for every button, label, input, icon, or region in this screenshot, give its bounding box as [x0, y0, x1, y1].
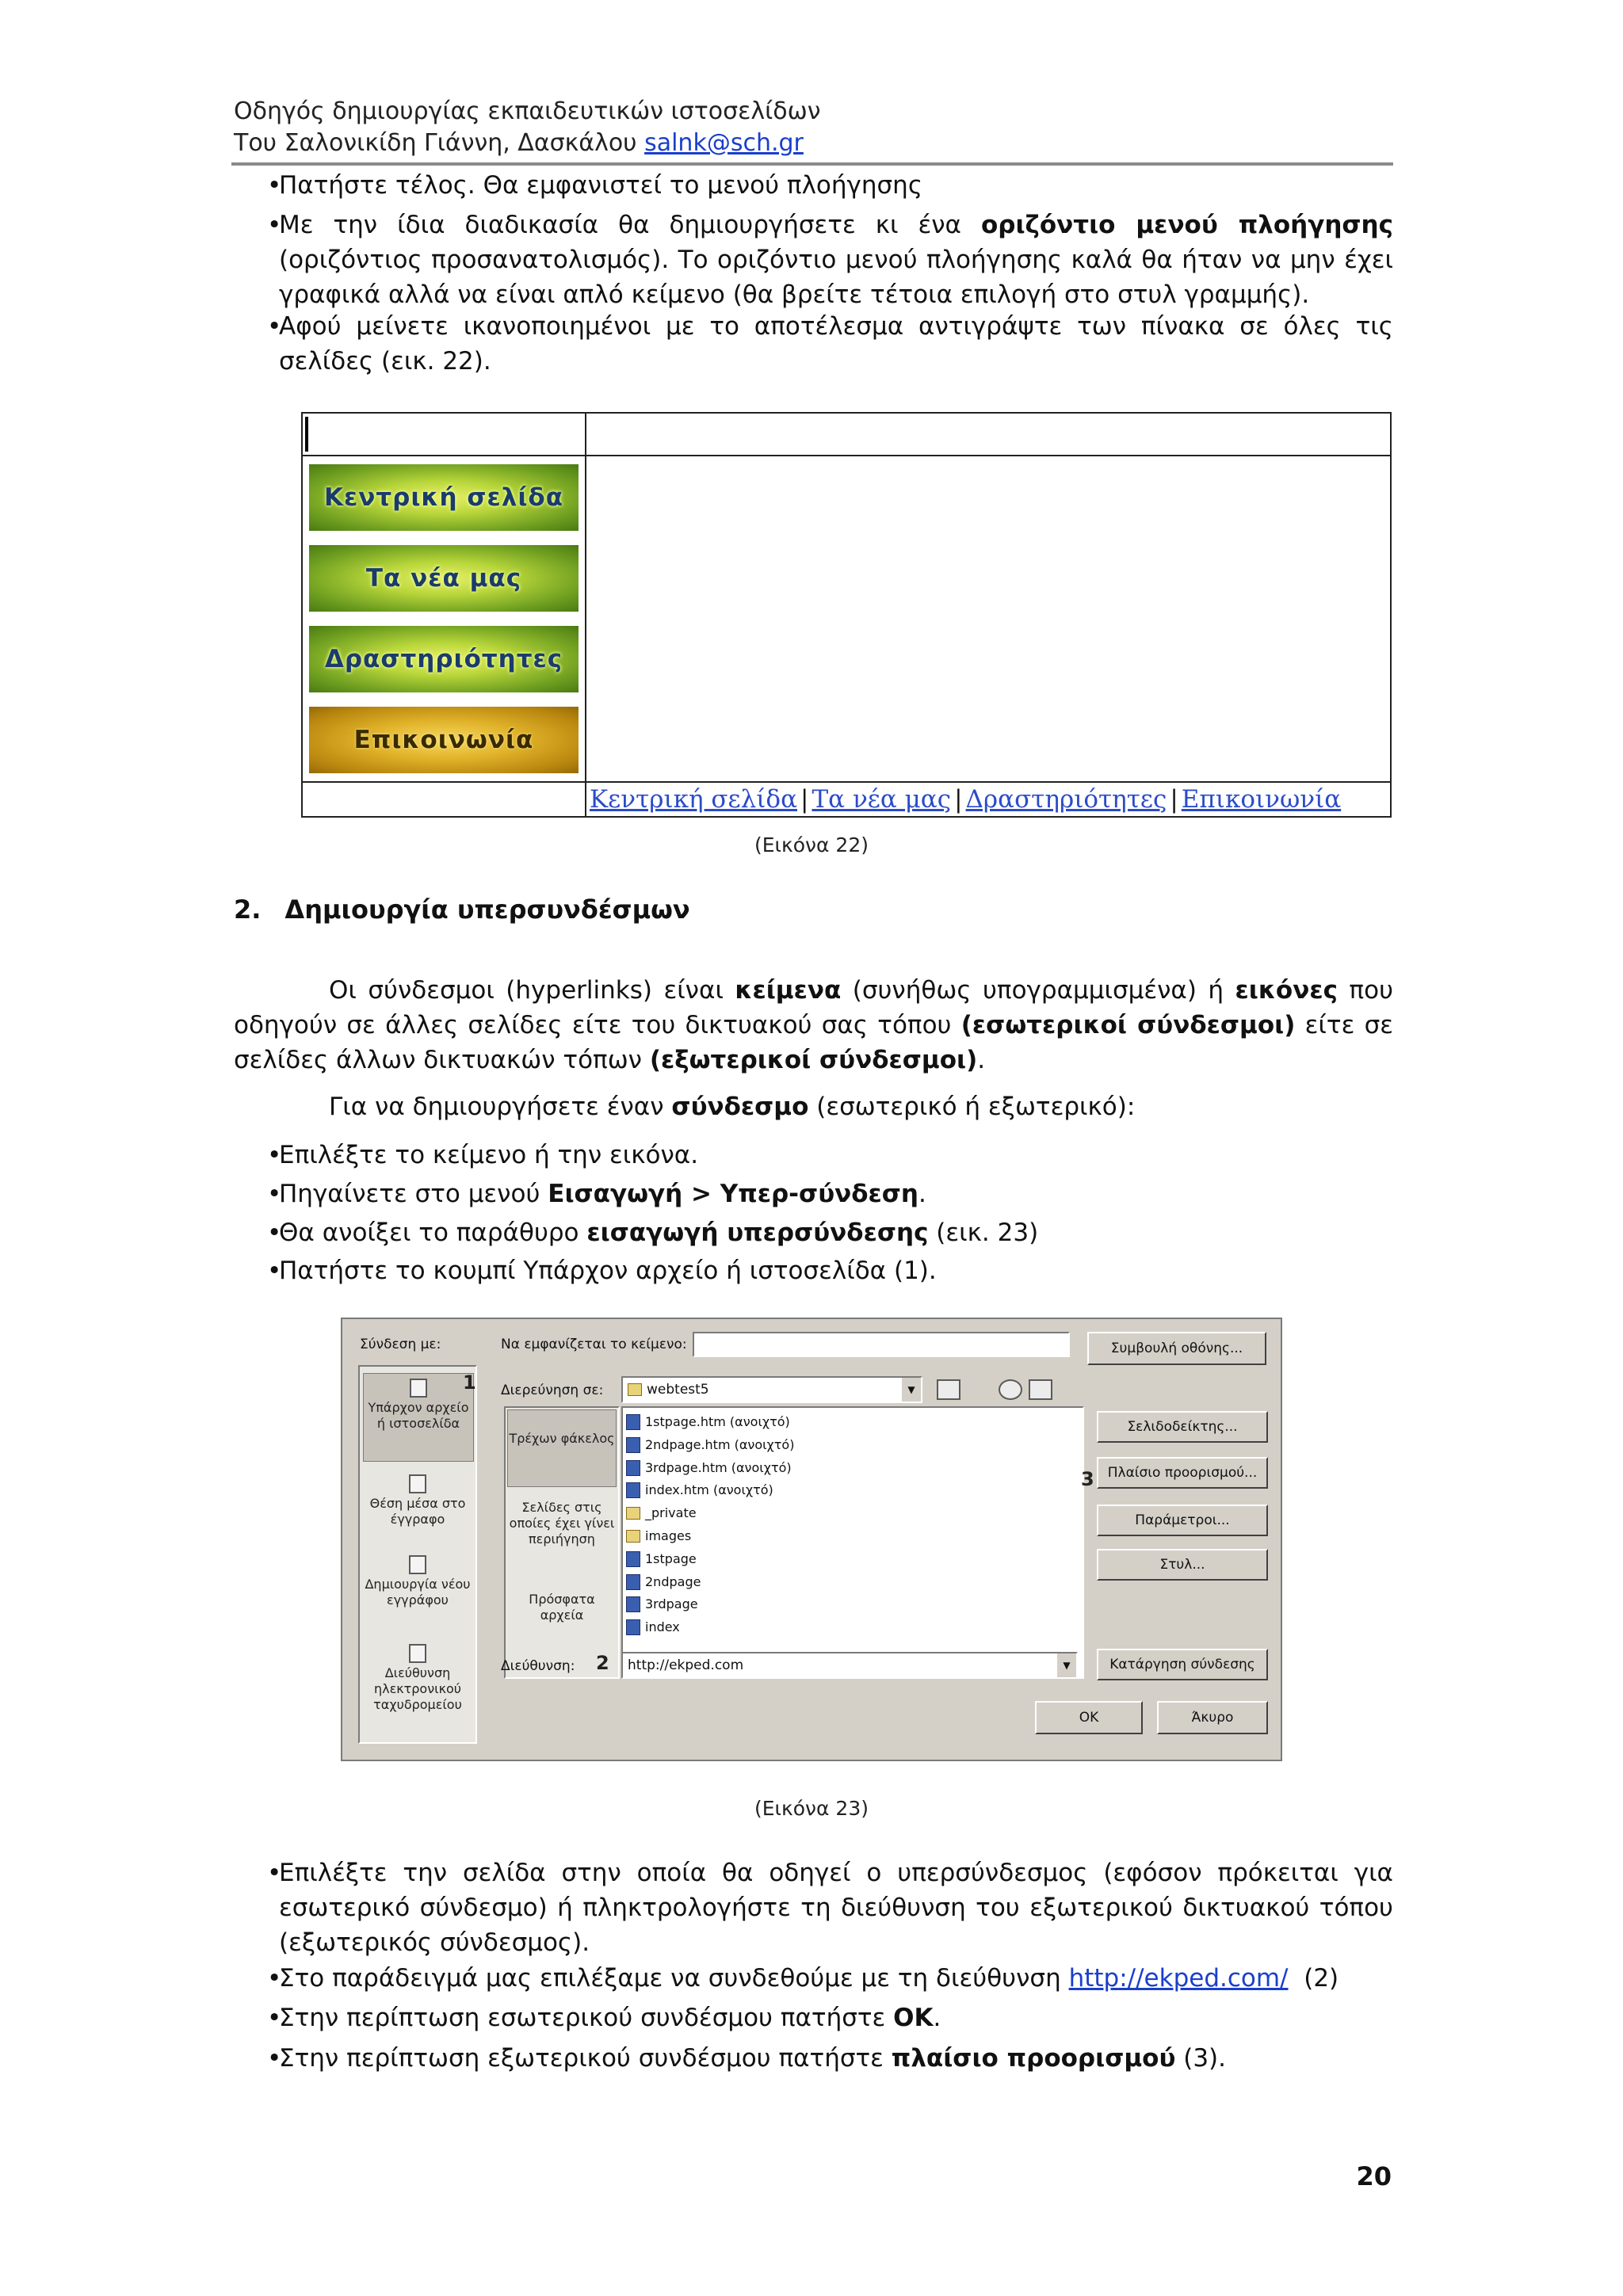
file-name: 2ndpage.htm (ανοιχτό) — [645, 1436, 795, 1452]
file-name: 2ndpage — [645, 1573, 701, 1589]
marker-2: 2 — [596, 1652, 609, 1674]
file-list-item[interactable] — [626, 1593, 698, 1615]
nav-link-home[interactable]: Κεντρική σελίδα — [590, 785, 798, 814]
header-email-link[interactable]: salnk@sch.gr — [644, 129, 804, 157]
list-item-text-a: Με την ίδια διαδικασία θα δημιουργήσετε κι ένα — [279, 211, 981, 239]
page-number: 20 — [1356, 2161, 1392, 2191]
list-item-bold: OK — [893, 2004, 934, 2032]
list-item-text: Θα ανοίξει το παράθυρο — [279, 1219, 587, 1247]
paragraph-bold: (εσωτερικοί σύνδεσμοι) — [960, 1011, 1296, 1039]
browsed-pages-option[interactable]: Σελίδες στις οποίες έχει γίνει περιήγηση — [509, 1500, 615, 1547]
web-page-icon — [626, 1482, 640, 1498]
table-divider — [585, 414, 586, 816]
insert-hyperlink-dialog — [341, 1318, 1282, 1761]
marker-3: 3 — [1081, 1468, 1094, 1490]
file-list-item[interactable] — [626, 1479, 773, 1501]
paragraph-bold: εικόνες — [1235, 976, 1338, 1005]
navigation-table-figure — [301, 412, 1392, 818]
list-item-text: Στην περίπτωση εσωτερικού συνδέσμου πατήστε — [279, 2004, 894, 2032]
web-page-icon — [626, 1551, 640, 1567]
nav-link-activities[interactable]: Δραστηριότητες — [965, 785, 1167, 814]
paragraph-bold: κείμενα — [735, 976, 842, 1005]
ok-button[interactable]: OK — [1035, 1701, 1143, 1734]
paragraph-text: . — [977, 1046, 986, 1074]
nav-separator: | — [954, 785, 963, 814]
folder-icon — [626, 1507, 640, 1520]
file-name: _private — [645, 1505, 697, 1521]
file-list-item[interactable] — [626, 1616, 680, 1638]
list-item-text: Επιλέξτε την σελίδα στην οποία θα οδηγεί ο υπερσύνδεσμος (εφόσον πρόκειται για εσωτερικό σύνδεσμο) ή πληκτρολογήστε τη διεύθυνση του εξωτερικού δικτυακού τόπου (εξωτερικός σύνδεσμος). — [279, 1859, 1393, 1957]
header-title: Οδηγός δημιουργίας εκπαιδευτικών ιστοσελίδων — [234, 97, 821, 125]
file-name: 3rdpage — [645, 1596, 698, 1612]
look-in-label: Διερεύνηση σε: — [501, 1383, 604, 1398]
email-address-label: Διεύθυνση ηλεκτρονικού ταχυδρομείου — [373, 1665, 462, 1712]
list-item: • Στην περίπτωση εσωτερικού συνδέσμου πατήστε OK. — [267, 2004, 941, 2032]
file-list-item[interactable] — [626, 1571, 701, 1593]
place-in-document-label: Θέση μέσα στο έγγραφο — [369, 1496, 466, 1527]
list-item: • Πατήστε το κουμπί Υπάρχον αρχείο ή ιστοσελίδα (1). — [267, 1257, 937, 1285]
nav-separator: | — [800, 785, 809, 814]
paragraph — [234, 973, 1393, 1077]
up-folder-icon[interactable] — [937, 1379, 960, 1400]
web-page-icon — [626, 1596, 640, 1612]
look-in-dropdown[interactable] — [621, 1376, 922, 1403]
paragraph-text: Για να δημιουργήσετε έναν — [329, 1093, 672, 1121]
browse-file-icon[interactable] — [1029, 1379, 1052, 1400]
link-to-label: Σύνδεση με: — [360, 1337, 441, 1352]
nav-separator: | — [1170, 785, 1178, 814]
marker-1: 1 — [463, 1371, 476, 1394]
nav-button-news[interactable]: Τα νέα μας — [309, 545, 579, 612]
look-in-value: webtest5 — [647, 1382, 709, 1398]
list-item-text-b: (οριζόντιος προσανατολισμός). Το οριζόντιο μενού πλοήγησης καλά θα ήταν να μην έχει γραφικά αλλά να είναι απλό κείμενο (θα βρείτε τέτοια επιλογή στο στυλ γραμμής). — [279, 246, 1393, 309]
text-to-display-input[interactable] — [693, 1332, 1070, 1357]
list-item-text: Στην περίπτωση εξωτερικού συνδέσμου πατήστε — [279, 2044, 892, 2073]
existing-file-option[interactable] — [363, 1373, 474, 1462]
section-heading-number: 2. — [234, 894, 262, 925]
file-list-item[interactable] — [626, 1548, 697, 1570]
chevron-down-icon: ▼ — [1056, 1653, 1076, 1677]
browse-web-icon[interactable] — [999, 1379, 1022, 1400]
create-new-document-label: Δημιουργία νέου εγγράφου — [365, 1577, 471, 1608]
parameters-button[interactable]: Παράμετροι... — [1097, 1505, 1268, 1536]
cancel-button[interactable]: Άκυρο — [1157, 1701, 1268, 1734]
nav-link-news[interactable]: Τα νέα μας — [812, 785, 952, 814]
address-label: Διεύθυνση: — [501, 1658, 575, 1674]
screen-tip-button[interactable]: Συμβουλή οθόνης... — [1087, 1332, 1266, 1365]
header-rule — [231, 162, 1393, 166]
file-list-item[interactable] — [626, 1525, 691, 1547]
remove-link-button[interactable]: Κατάργηση σύνδεσης — [1097, 1649, 1268, 1680]
file-name: 3rdpage.htm (ανοιχτό) — [645, 1459, 792, 1475]
address-input[interactable] — [621, 1652, 1078, 1679]
figure-caption: (Εικόνα 23) — [754, 1797, 869, 1820]
header-author — [234, 128, 804, 158]
list-item: • Θα ανοίξει το παράθυρο εισαγωγή υπερσύνδεσης (εικ. 23) — [267, 1219, 1039, 1247]
table-divider — [303, 455, 1390, 456]
list-item: • Με την ίδια διαδικασία θα δημιουργήσετε κι ένα οριζόντιο μενού πλοήγησης (οριζόντιος προσανατολισμός). Το οριζόντιο μενού πλοήγησης καλά θα ήταν να μην έχει γραφικά αλλά να είναι απλό κείμενο (θα βρείτε τέτοια επιλογή στο στυλ γραμμής). — [267, 211, 1393, 309]
list-item-bold: πλαίσιο προορισμού — [891, 2044, 1176, 2073]
section-heading-text: Δημιουργία υπερσυνδέσμων — [285, 894, 690, 925]
list-item-text: (2) — [1288, 1964, 1339, 1993]
list-item-text: Επιλέξτε το κείμενο ή την εικόνα. — [279, 1141, 699, 1169]
list-item: • Στην περίπτωση εξωτερικού συνδέσμου πατήστε πλαίσιο προορισμού (3). — [267, 2044, 1227, 2073]
web-page-icon — [626, 1619, 640, 1635]
list-item: • Στο παράδειγμά μας επιλέξαμε να συνδεθούμε με τη διεύθυνση http://ekped.com/ (2) — [267, 1964, 1339, 1993]
bookmark-button[interactable]: Σελιδοδείκτης... — [1097, 1411, 1268, 1443]
address-value: http://ekped.com — [628, 1657, 744, 1673]
web-page-icon — [626, 1437, 640, 1453]
file-list-item[interactable] — [626, 1502, 697, 1524]
figure-caption: (Εικόνα 22) — [754, 833, 869, 856]
list-item-text: Πηγαίνετε στο μενού — [279, 1180, 548, 1208]
paragraph-bold: (εξωτερικοί σύνδεσμοι) — [649, 1046, 978, 1074]
document-icon — [409, 1474, 426, 1493]
list-item-text: (εικ. 23) — [928, 1219, 1039, 1247]
list-item-text: (3). — [1175, 2044, 1227, 2073]
web-page-icon — [626, 1574, 640, 1590]
web-page-icon — [626, 1414, 640, 1430]
file-list-item[interactable] — [626, 1411, 790, 1433]
list-item-text: Στο παράδειγμά μας επιλέξαμε να συνδεθούμε με τη διεύθυνση — [279, 1964, 1069, 1993]
list-item-text: Αφού μείνετε ικανοποιημένοι με το αποτέλεσμα αντιγράψτε των πίνακα σε όλες τις σελίδες (εικ. 22). — [279, 312, 1393, 376]
list-item: • Επιλέξτε το κείμενο ή την εικόνα. — [267, 1141, 699, 1169]
paragraph-bold: σύνδεσμο — [671, 1093, 809, 1121]
list-item-text: Πατήστε το κουμπί Υπάρχον αρχείο ή ιστοσελίδα (1). — [279, 1257, 937, 1285]
list-item-bold: Εισαγωγή > Υπερ-σύνδεση — [548, 1180, 919, 1208]
text-cursor — [305, 417, 308, 452]
file-list-item[interactable] — [626, 1457, 792, 1479]
list-item: • Αφού μείνετε ικανοποιημένοι με το αποτέλεσμα αντιγράψτε των πίνακα σε όλες τις σελίδες (εικ. 22). — [267, 312, 1393, 376]
horizontal-nav-bar — [590, 783, 1341, 816]
chevron-down-icon: ▼ — [900, 1378, 921, 1402]
nav-button-activities[interactable]: Δραστηριότητες — [309, 626, 579, 692]
browse-category-bar — [504, 1406, 620, 1679]
list-item-text: Πατήστε τέλος. Θα εμφανιστεί το μενού πλοήγησης — [279, 171, 923, 200]
text-to-display-label: Να εμφανίζεται το κείμενο: — [501, 1337, 687, 1352]
list-item-bold: εισαγωγή υπερσύνδεσης — [586, 1219, 929, 1247]
target-frame-button[interactable]: Πλαίσιο προορισμού... — [1097, 1457, 1268, 1489]
paragraph-text: Οι σύνδεσμοι (hyperlinks) είναι — [329, 976, 735, 1005]
file-name: index — [645, 1619, 680, 1635]
list-item-text: . — [933, 2004, 941, 2032]
nav-button-contact[interactable]: Επικοινωνία — [309, 707, 579, 773]
place-in-document-option[interactable] — [363, 1474, 472, 1527]
file-list[interactable] — [621, 1406, 1084, 1679]
list-item-bold: οριζόντιο μενού πλοήγησης — [980, 211, 1393, 239]
paragraph-text: (συνήθως υπογραμμισμένα) ή — [841, 976, 1235, 1005]
folder-icon — [628, 1383, 642, 1396]
list-item-text: . — [918, 1180, 926, 1208]
existing-file-label: Υπάρχον αρχείο ή ιστοσελίδα — [368, 1400, 469, 1431]
paragraph-text: που οδηγούν σε άλλες σελίδες είτε του δικτυακού σας τόπου — [234, 976, 1394, 1039]
example-url-link[interactable]: http://ekped.com/ — [1068, 1964, 1289, 1993]
recent-files-option[interactable]: Πρόσφατα αρχεία — [529, 1592, 595, 1623]
style-button[interactable]: Στυλ... — [1097, 1549, 1268, 1581]
list-item: • Πατήστε τέλος. Θα εμφανιστεί το μενού πλοήγησης — [267, 171, 923, 200]
file-list-item[interactable] — [626, 1434, 794, 1456]
section-heading — [234, 892, 690, 927]
file-name: index.htm (ανοιχτό) — [645, 1482, 773, 1498]
paragraph — [329, 1089, 1393, 1124]
paragraph-text: είτε σε σελίδες άλλων δικτυακών τόπων — [234, 1011, 1394, 1074]
list-item: • Επιλέξτε την σελίδα στην οποία θα οδηγεί ο υπερσύνδεσμος (εφόσον πρόκειται για εσωτερικό σύνδεσμο) ή πληκτρολογήστε τη διεύθυνση του εξωτερικού δικτυακού τόπου (εξωτερικός σύνδεσμος). — [267, 1859, 1393, 1957]
link-type-bar — [358, 1365, 477, 1744]
nav-link-contact[interactable]: Επικοινωνία — [1181, 785, 1342, 814]
create-new-document-option[interactable] — [363, 1555, 472, 1608]
email-address-option[interactable] — [363, 1644, 472, 1713]
list-item: • Πηγαίνετε στο μενού Εισαγωγή > Υπερ-σύνδεση. — [267, 1180, 926, 1208]
file-name: images — [645, 1528, 692, 1543]
paragraph-text: (εσωτερικό ή εξωτερικό): — [808, 1093, 1136, 1121]
file-name: 1stpage — [645, 1550, 697, 1566]
header-author-text: Του Σαλονικίδη Γιάννη, Δασκάλου — [234, 129, 645, 157]
current-folder-option[interactable]: Τρέχων φάκελος — [507, 1409, 617, 1487]
folder-icon — [626, 1530, 640, 1543]
web-page-icon — [626, 1460, 640, 1476]
email-icon — [409, 1644, 426, 1663]
nav-button-home[interactable]: Κεντρική σελίδα — [309, 464, 579, 531]
new-document-icon — [409, 1555, 426, 1574]
web-page-icon — [410, 1379, 427, 1398]
file-name: 1stpage.htm (ανοιχτό) — [645, 1414, 790, 1429]
